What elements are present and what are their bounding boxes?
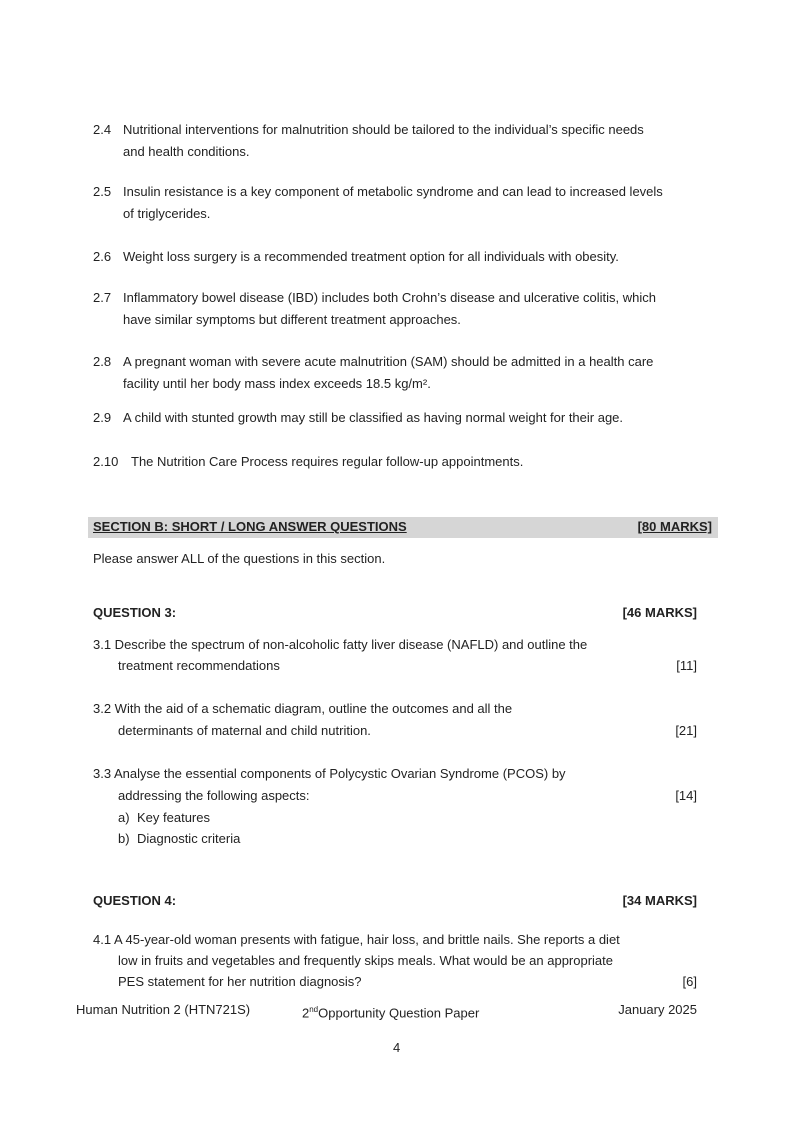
subitem-text: Key features [137,810,210,825]
section-b-marks: [80 MARKS] [637,519,712,534]
statement-text: facility until her body mass index exceeds 18.5 kg/m². [123,376,431,391]
question-marks: [11] [676,658,697,673]
question-marks: [21] [675,723,697,738]
statement-text: A pregnant woman with severe acute malnutrition (SAM) should be admitted in a health care [123,354,654,369]
question-text: PES statement for her nutrition diagnosis? [118,974,362,989]
question-4-title: QUESTION 4: [93,893,177,908]
paper-superscript: nd [309,1005,319,1014]
paper-label: Opportunity Question Paper [318,1005,480,1021]
question-text: 3.2 With the aid of a schematic diagram, outline the outcomes and all the [93,701,513,716]
question-3-marks: [46 MARKS] [622,605,697,620]
statement-text: Inflammatory bowel disease (IBD) includes both Crohn’s disease and ulcerative colitis, which [123,290,657,305]
page-number: 4 [393,1040,401,1055]
footer-course: Human Nutrition 2 (HTN721S) [76,1002,251,1017]
statement-text: have similar symptoms but different treatment approaches. [123,312,461,327]
section-instruction: Please answer ALL of the questions in this section. [93,551,386,566]
statement-text: Insulin resistance is a key component of metabolic syndrome and can lead to increased levels [123,184,663,199]
statement-text: A child with stunted growth may still be classified as having normal weight for their age. [123,410,624,425]
footer-paper [302,999,479,1023]
footer-date: January 2025 [618,1002,697,1017]
subitem-label: b) [118,831,130,846]
question-text: 3.1 Describe the spectrum of non-alcoholic fatty liver disease (NAFLD) and outline the [93,637,588,652]
statement-text: The Nutrition Care Process requires regular follow-up appointments. [131,454,524,469]
statement-number: 2.6 [93,249,112,264]
section-b-title: SECTION B: SHORT / LONG ANSWER QUESTIONS [93,519,407,534]
statement-text: Nutritional interventions for malnutrition should be tailored to the individual’s specific needs [123,122,644,137]
question-text: determinants of maternal and child nutrition. [118,723,371,738]
question-marks: [6] [682,974,697,989]
question-text: low in fruits and vegetables and frequently skips meals. What would be an appropriate [118,953,614,968]
question-3-title: QUESTION 3: [93,605,177,620]
statement-number: 2.8 [93,354,112,369]
question-4-marks: [34 MARKS] [622,893,697,908]
statement-number: 2.7 [93,290,112,305]
question-text: 4.1 A 45-year-old woman presents with fatigue, hair loss, and brittle nails. She reports a diet [93,932,620,947]
question-text: treatment recommendations [118,658,280,673]
statement-text: of triglycerides. [123,206,211,221]
question-marks: [14] [675,788,697,803]
statement-number: 2.4 [93,122,112,137]
statement-number: 2.10 [93,454,119,469]
statement-number: 2.9 [93,410,112,425]
section-b-header [88,517,718,538]
statement-text: and health conditions. [123,144,250,159]
paper-number: 2 [302,1005,310,1021]
question-text: addressing the following aspects: [118,788,310,803]
subitem-label: a) [118,810,130,825]
statement-text: Weight loss surgery is a recommended treatment option for all individuals with obesity. [123,249,619,264]
question-text: 3.3 Analyse the essential components of Polycystic Ovarian Syndrome (PCOS) by [93,766,566,781]
subitem-text: Diagnostic criteria [137,831,241,846]
statement-number: 2.5 [93,184,112,199]
